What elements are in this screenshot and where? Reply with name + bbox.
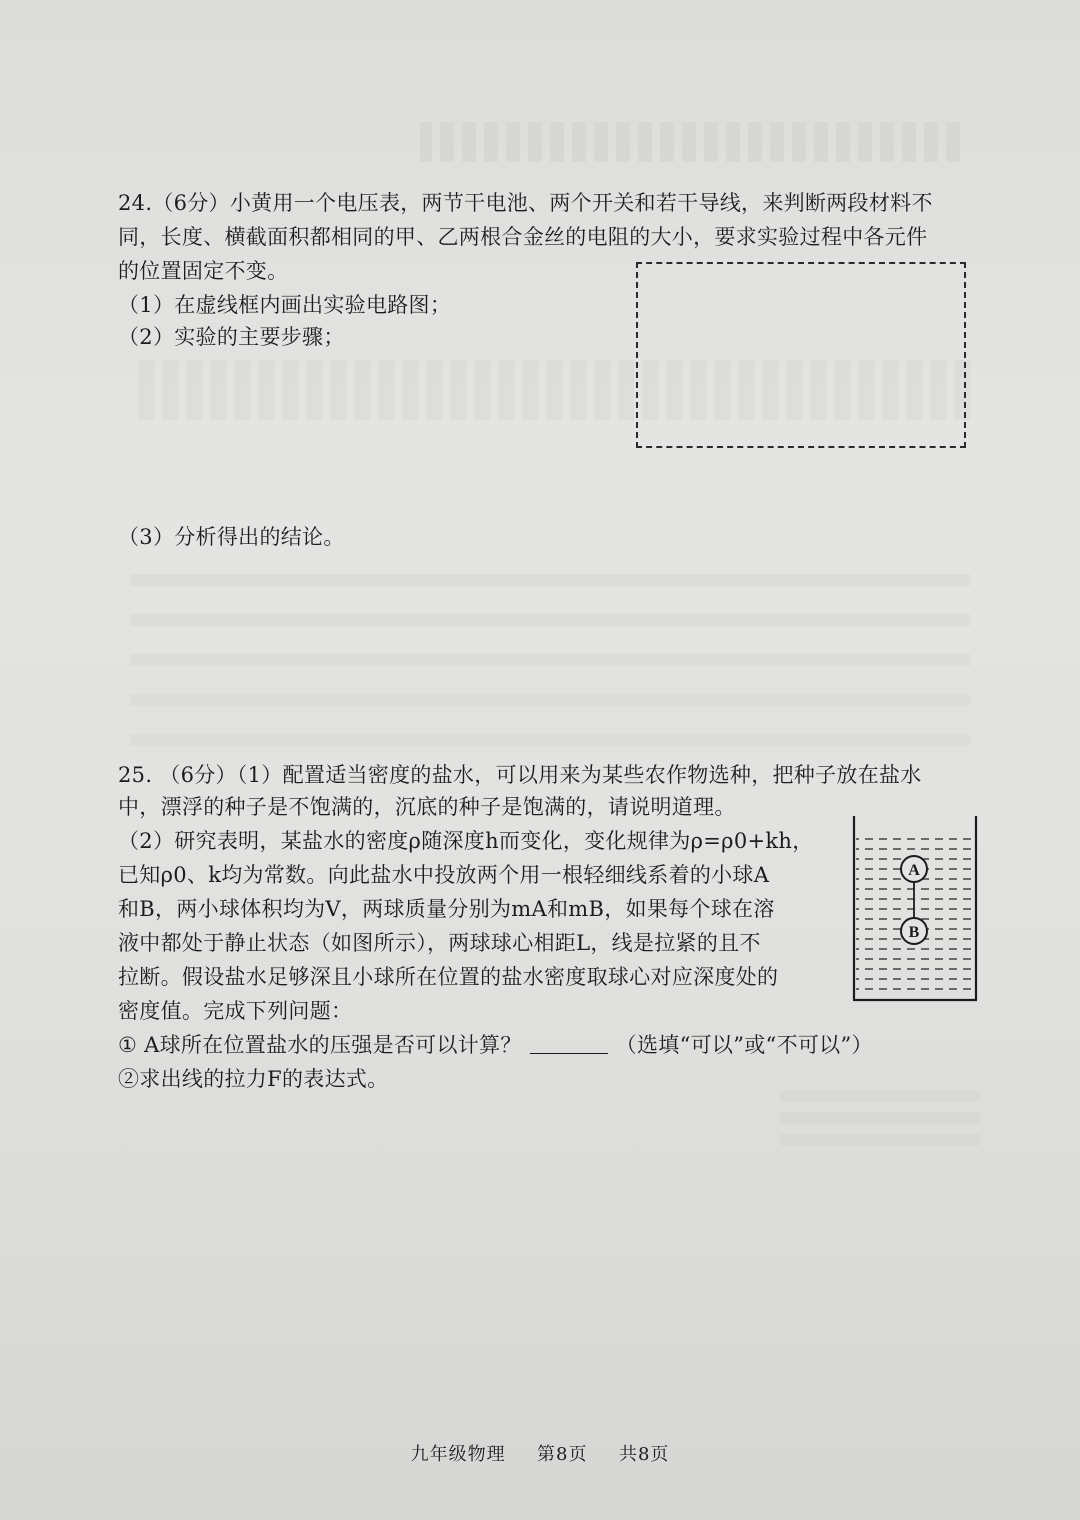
bleed-through-bottom — [780, 1080, 980, 1150]
footer-page-number: 第8页 — [537, 1444, 588, 1465]
bleed-through-lower — [130, 560, 970, 750]
ball-b — [901, 918, 927, 944]
page-footer — [0, 1440, 1080, 1466]
q25-line-7: 拉断。假设盐水足够深且小球所在位置的盐水密度取球心对应深度处的 — [118, 965, 779, 989]
ball-b-label: B — [908, 924, 920, 941]
ball-a-label: A — [908, 862, 920, 879]
q24-line-3: 的位置固定不变。 — [118, 259, 289, 283]
answer-blank[interactable] — [530, 1033, 608, 1054]
circuit-drawing-box — [636, 262, 966, 448]
q25-line-5: 和B，两小球体积均为V，两球质量分别为mA和mB，如果每个球在溶 — [118, 897, 775, 921]
q24-part-2: （2）实验的主要步骤； — [118, 325, 345, 349]
q25-line-4: 已知ρ0、k均为常数。向此盐水中投放两个用一根轻细线系着的小球A — [118, 863, 770, 887]
footer-total-pages: 共8页 — [618, 1444, 670, 1465]
q25-line-2: 中，漂浮的种子是不饱满的，沉底的种子是饱满的，请说明道理。 — [118, 795, 736, 819]
q25-sub-question-2: ②求出线的拉力F的表达式。 — [118, 1067, 389, 1091]
beaker-figure — [850, 814, 982, 1004]
q24-line-1: 24.（6分）小黄用一个电压表，两节干电池、两个开关和若干导线，来判断两段材料不 — [118, 191, 933, 215]
q25-sub1-prompt: ① A球所在位置盐水的压强是否可以计算？ — [118, 1033, 522, 1057]
footer-subject: 九年级物理 — [410, 1444, 506, 1465]
bleed-through-top — [420, 122, 960, 162]
q25-line-1: 25. （6分）（1）配置适当密度的盐水，可以用来为某些农作物选种，把种子放在盐水 — [118, 763, 922, 787]
q25-line-3: （2）研究表明，某盐水的密度ρ随深度h而变化，变化规律为ρ=ρ0+kh， — [118, 829, 814, 853]
q25-sub1-options: （选填“可以”或“不可以”） — [615, 1033, 873, 1057]
ball-a — [901, 856, 927, 882]
q24-line-2: 同，长度、横截面积都相同的甲、乙两根合金丝的电阻的大小，要求实验过程中各元件 — [118, 225, 928, 249]
q25-line-8: 密度值。完成下列问题： — [118, 999, 353, 1023]
q24-part-3: （3）分析得出的结论。 — [118, 525, 345, 549]
q24-part-1: （1）在虚线框内画出实验电路图； — [118, 293, 452, 317]
q25-line-6: 液中都处于静止状态（如图所示），两球球心相距L，线是拉紧的且不 — [118, 931, 761, 955]
q25-sub-question-1 — [118, 1030, 873, 1060]
